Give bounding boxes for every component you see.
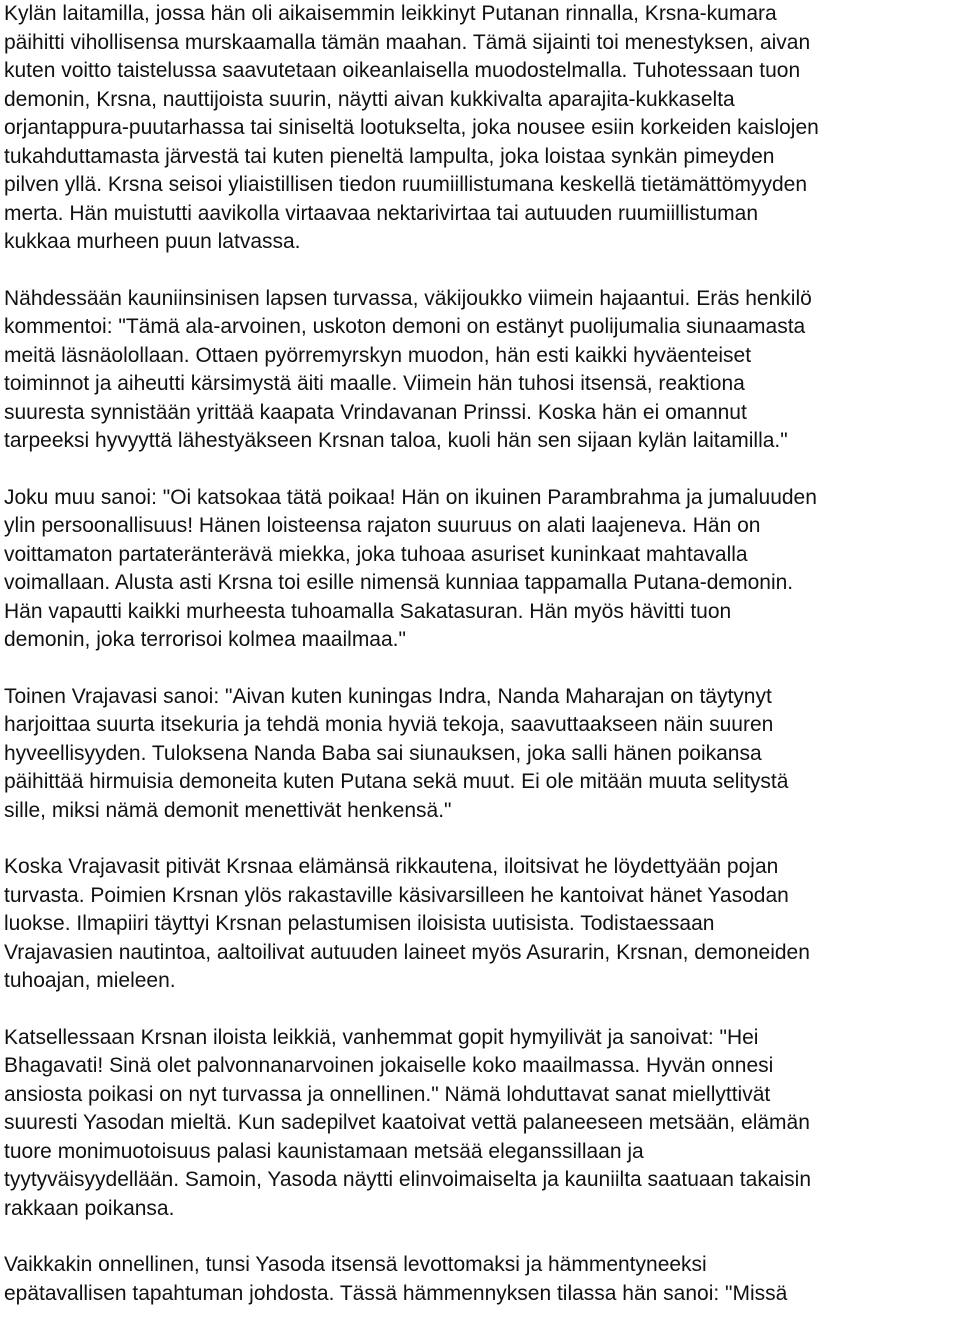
text-line: tukahduttamasta järvestä tai kuten pieneltä lampulta, joka loistaa synkän pimeyden <box>4 144 775 168</box>
text-line: Joku muu sanoi: "Oi katsokaa tätä poikaa! Hän on ikuinen Parambrahma ja jumaluuden <box>4 485 817 509</box>
text-line: tuhoajan, mieleen. <box>4 969 176 992</box>
paragraph-6 <box>4 1024 956 1224</box>
text-line: Vrajavasien nautintoa, aaltoilivat autuuden laineet myös Asurarin, Krsnan, demoneiden <box>4 940 810 964</box>
text-line: pilven yllä. Krsna seisoi yliaistillisen tiedon ruumiillistumana keskellä tietämättömyyden <box>4 173 808 196</box>
text-line: tyytyväisyydellään. Samoin, Yasoda näytti elinvoimaiselta ja kauniilta saatuaan takaisin <box>4 1168 812 1191</box>
text-line: orjantappura-puutarhassa tai siniseltä lootukselta, joka nousee esiin korkeiden kaislojen <box>4 116 819 139</box>
text-line: Kylän laitamilla, jossa hän oli aikaisemmin leikkinyt Putanan rinnalla, Krsna-kumara <box>4 2 777 25</box>
text-line: merta. Hän muistutti aavikolla virtaavaa nektarivirtaa tai autuuden ruumiillistuman <box>4 201 759 225</box>
text-line: harjoittaa suurta itsekuria ja tehdä monia hyviä tekoja, saavuttaakseen näin suuren <box>4 713 774 736</box>
text-line: kukkaa murheen puun latvassa. <box>4 230 301 253</box>
text-line: Vaikkakin onnellinen, tunsi Yasoda itsensä levottomaksi ja hämmentyneeksi <box>4 1253 707 1276</box>
text-line: rakkaan poikansa. <box>4 1196 175 1220</box>
text-line: Bhagavati! Sinä olet palvonnanarvoinen jokaiselle koko maailmassa. Hyvän onnesi <box>4 1054 774 1077</box>
text-line: voittamaton partateränterävä miekka, joka tuhoaa asuriset kuninkaat mahtavalla <box>4 542 748 566</box>
text-line: tuore monimuotoisuus palasi kaunistamaan metsää eleganssillaan ja <box>4 1139 644 1163</box>
paragraph-5 <box>4 853 956 996</box>
text-line: suuresti Yasodan mieltä. Kun sadepilvet kaatoivat vettä palaneeseen metsään, elämän <box>4 1111 810 1134</box>
text-line: kommentoi: "Tämä ala-arvoinen, uskoton demoni on estänyt puolijumalia siunaamasta <box>4 315 806 338</box>
text-line: Toinen Vrajavasi sanoi: "Aivan kuten kuningas Indra, Nanda Maharajan on täytynyt <box>4 684 772 708</box>
text-line: suuresta synnistään yrittää kaapata Vrindavanan Prinssi. Koska hän ei omannut <box>4 400 747 424</box>
paragraph-1 <box>4 0 956 257</box>
text-line: voimallaan. Alusta asti Krsna toi esille nimensä kunniaa tappamalla Putana-demonin. <box>4 571 794 594</box>
text-line: Katsellessaan Krsnan iloista leikkiä, vanhemmat gopit hymyilivät ja sanoivat: "Hei <box>4 1025 759 1049</box>
text-line: Koska Vrajavasit pitivät Krsnaa elämänsä rikkautena, iloitsivat he löydettyään pojan <box>4 855 779 878</box>
text-line: luokse. Ilmapiiri täyttyi Krsnan pelastumisen iloisista uutisista. Todistaessaan <box>4 912 715 935</box>
text-line: meitä läsnäolollaan. Ottaen pyörremyrskyn muodon, hän esti kaikki hyväenteiset <box>4 343 752 367</box>
text-line: Nähdessään kauniinsinisen lapsen turvassa, väkijoukko viimein hajaantui. Eräs henkilö <box>4 286 812 310</box>
text-line: demonin, joka terrorisoi kolmea maailmaa." <box>4 628 406 651</box>
text-line: epätavallisen tapahtuman johdosta. Tässä hämmennyksen tilassa hän sanoi: "Missä <box>4 1281 788 1305</box>
text-line: päihitti vihollisensa murskaamalla tämän maahan. Tämä sijainti toi menestyksen, aivan <box>4 30 811 54</box>
text-line: kuten voitto taistelussa saavutetaan oikeanlaisella muodostelmalla. Tuhotessaan tuon <box>4 59 801 82</box>
document-page <box>4 0 956 1336</box>
text-line: demonin, Krsna, nauttijoista suurin, näytti aivan kukkivalta aparajita-kukkaselta <box>4 87 735 111</box>
text-line: tarpeeksi hyvyyttä lähestyäkseen Krsnan taloa, kuoli hän sen sijaan kylän laitamilla." <box>4 429 788 452</box>
text-line: ylin persoonallisuus! Hänen loisteensa rajaton suuruus on alati laajeneva. Hän on <box>4 514 761 537</box>
paragraph-7 <box>4 1251 956 1308</box>
text-line: toiminnot ja aiheutti kärsimystä äiti maalle. Viimein hän tuhosi itsensä, reaktiona <box>4 372 745 395</box>
text-line: turvasta. Poimien Krsnan ylös rakastaville käsivarsilleen he kantoivat hänet Yasodan <box>4 883 789 907</box>
text-line: Hän vapautti kaikki murheesta tuhoamalla Sakatasuran. Hän myös hävitti tuon <box>4 599 732 623</box>
text-line: hyveellisyyden. Tuloksena Nanda Baba sai siunauksen, joka salli hänen poikansa <box>4 741 762 765</box>
text-line: ansiosta poikasi on nyt turvassa ja onnellinen." Nämä lohduttavat sanat miellyttivät <box>4 1082 771 1106</box>
text-line: päihittää hirmuisia demoneita kuten Putana sekä muut. Ei ole mitään muuta selitystä <box>4 770 789 793</box>
text-line: sille, miksi nämä demonit menettivät henkensä." <box>4 798 452 822</box>
paragraph-3 <box>4 484 956 655</box>
paragraph-2 <box>4 285 956 456</box>
paragraph-4 <box>4 683 956 826</box>
